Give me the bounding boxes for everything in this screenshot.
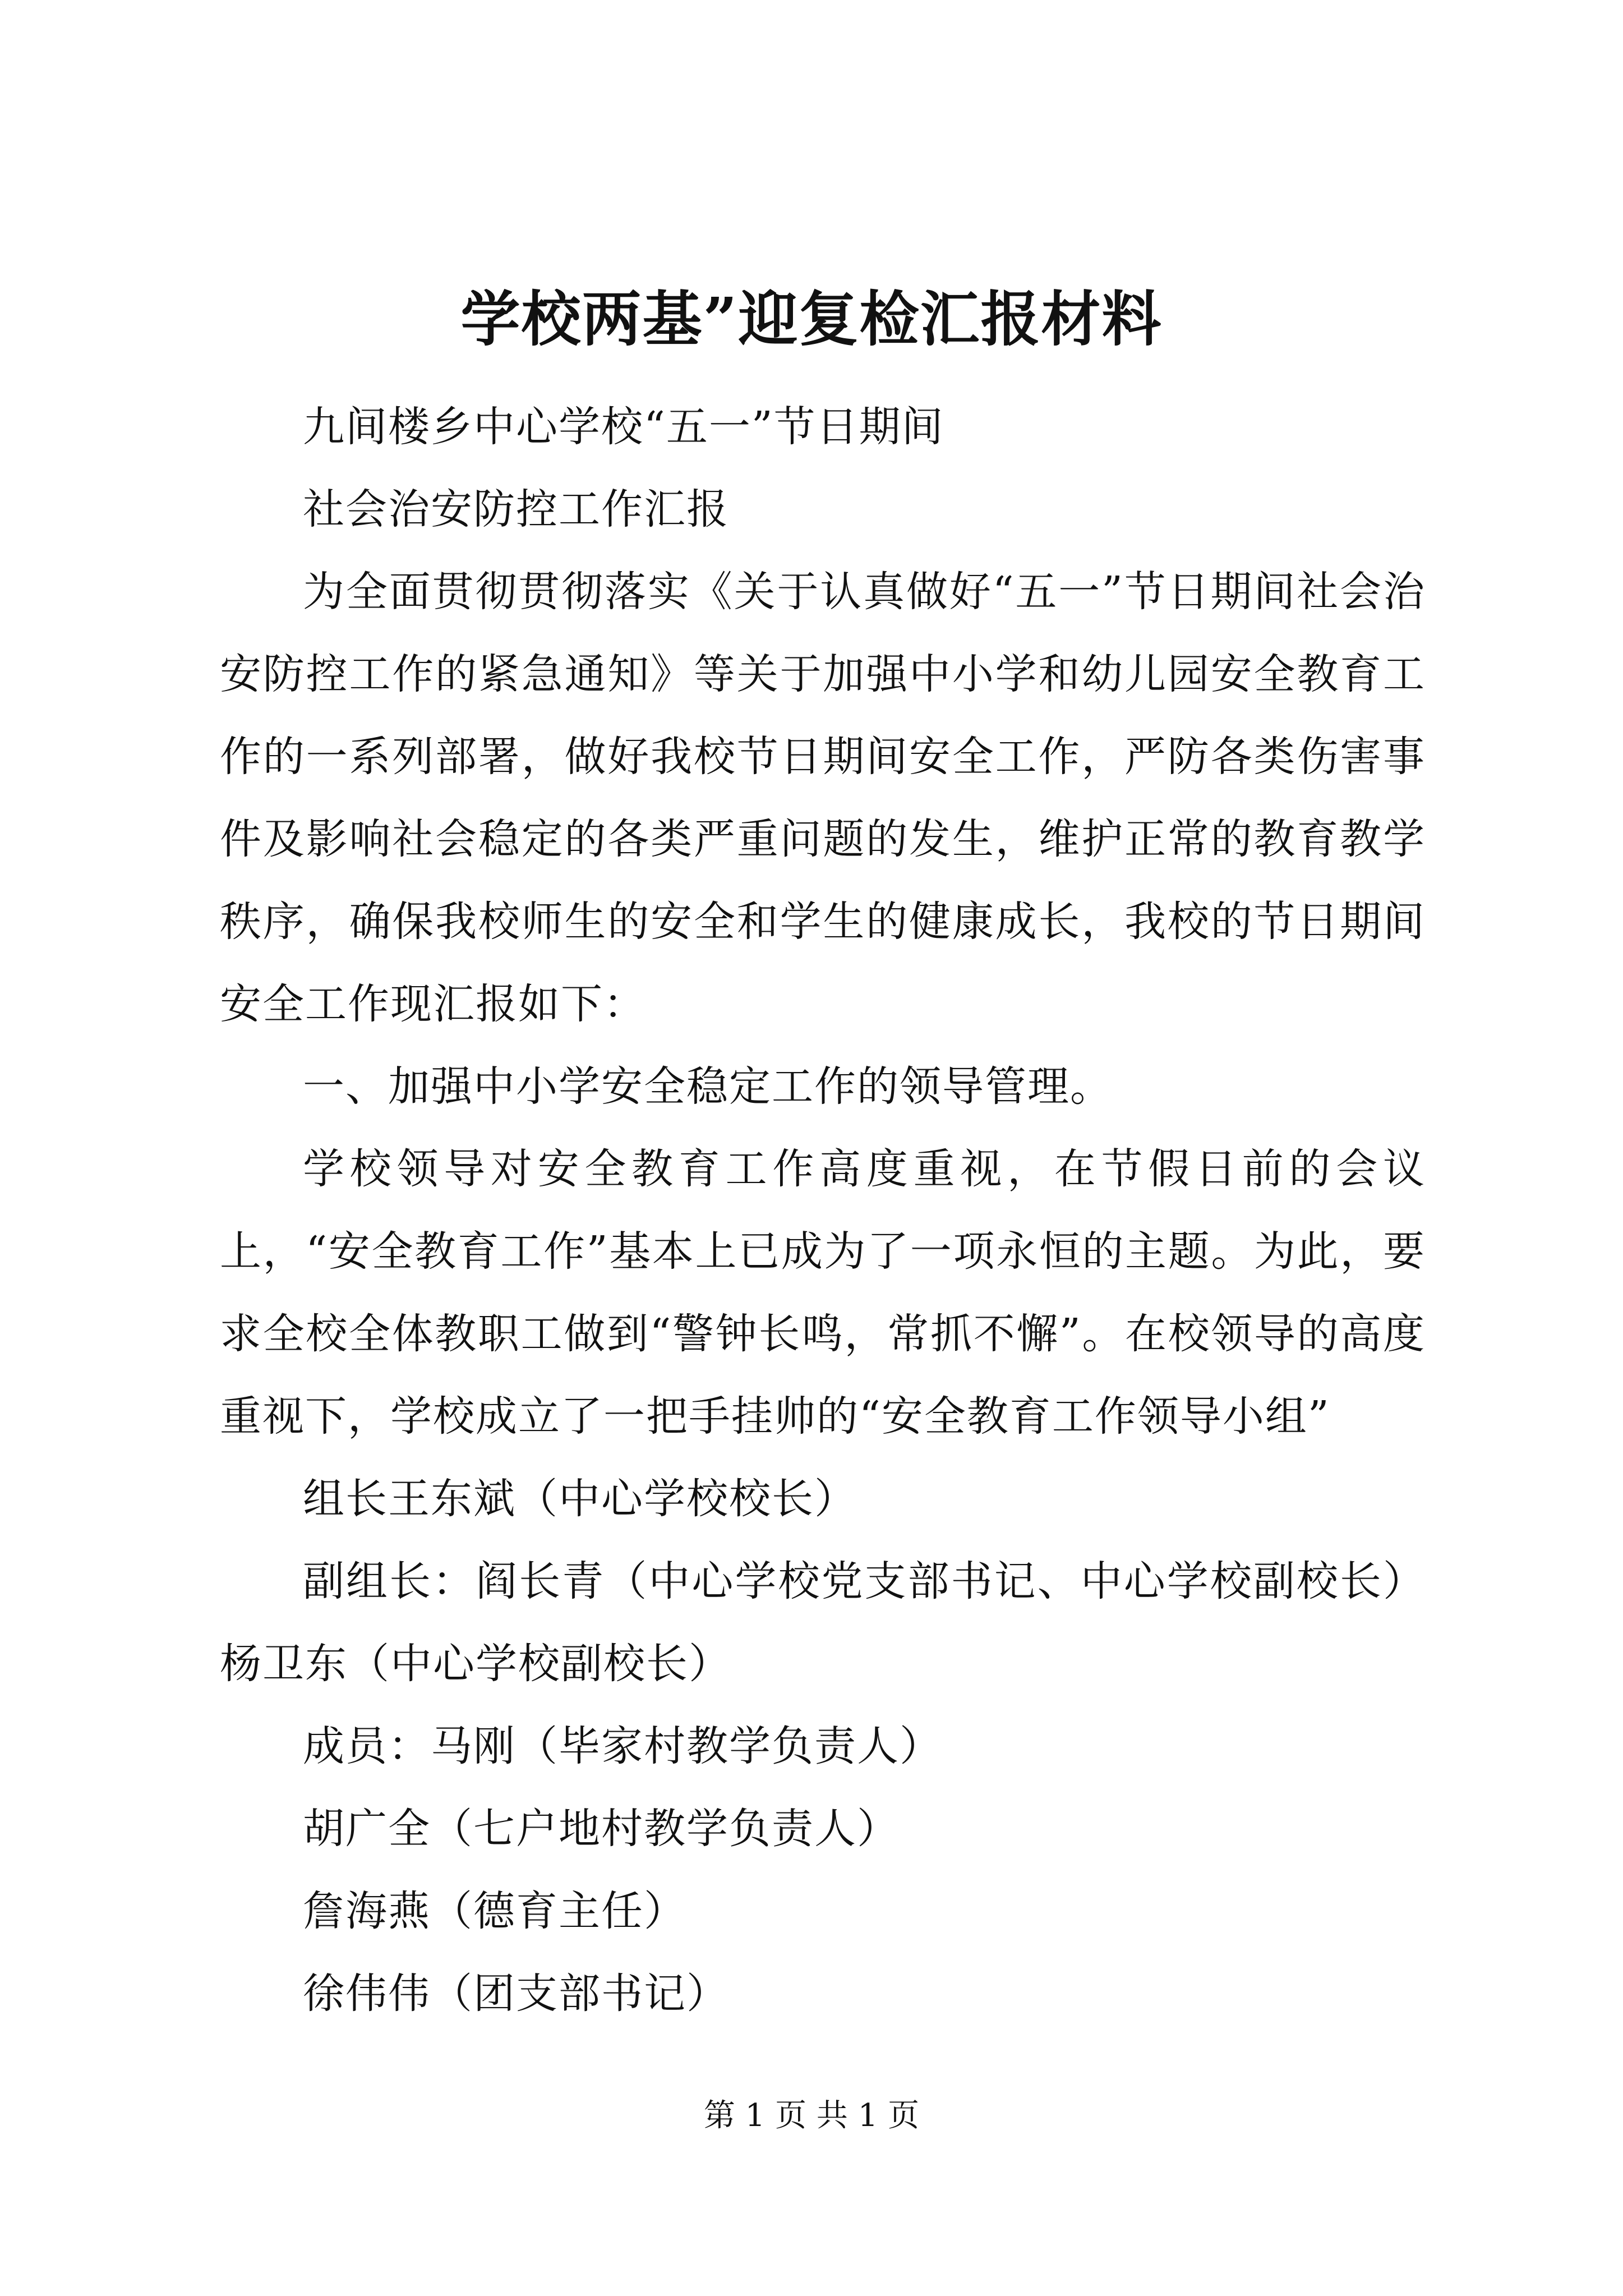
paragraph: 成员：马刚（毕家村教学负责人） bbox=[303, 1722, 942, 1770]
paragraph: 徐伟伟（团支部书记） bbox=[303, 1970, 729, 2018]
paragraph: 胡广全（七户地村教学负责人） bbox=[303, 1805, 900, 1853]
document-title: 学校两基”迎复检汇报材料 bbox=[460, 284, 1163, 354]
paragraph: 组长王东斌（中心学校校长） bbox=[303, 1475, 857, 1523]
paragraph: 一、加强中小学安全稳定工作的领导管理。 bbox=[303, 1062, 1113, 1111]
paragraph: 九间楼乡中心学校“五一”节日期间 bbox=[303, 403, 944, 451]
paragraph: 社会治安防控工作汇报 bbox=[303, 485, 729, 533]
paragraph: 詹海燕（德育主任） bbox=[303, 1887, 686, 1935]
paragraph: 副组长：阎长青（中心学校党支部书记、中心学校副校长）杨卫东（中心学校副校长） bbox=[220, 1557, 1426, 1688]
page-footer: 第 1 页 共 1 页 bbox=[703, 2097, 920, 2134]
paragraph: 为全面贯彻贯彻落实《关于认真做好“五一”节日期间社会治安防控工作的紧急通知》等关于加强中小学和幼儿园安全教育工作的一系列部署，做好我校节日期间安全工作，严防各类伤害事件及影响社会稳定的各类严重问题的发生，维护正常的教育教学秩序，确保我校师生的安全和学生的健康成长，我校的节日期间安全工作现汇报如下： bbox=[220, 568, 1426, 1028]
paragraph: 学校领导对安全教育工作高度重视，在节假日前的会议上，“安全教育工作”基本上已成为了一项永恒的主题。为此，要求全校全体教职工做到“警钟长鸣，常抓不懈”。在校领导的高度重视下，学校成立了一把手挂帅的“安全教育工作领导小组” bbox=[220, 1145, 1426, 1441]
document-body bbox=[220, 386, 1426, 2035]
